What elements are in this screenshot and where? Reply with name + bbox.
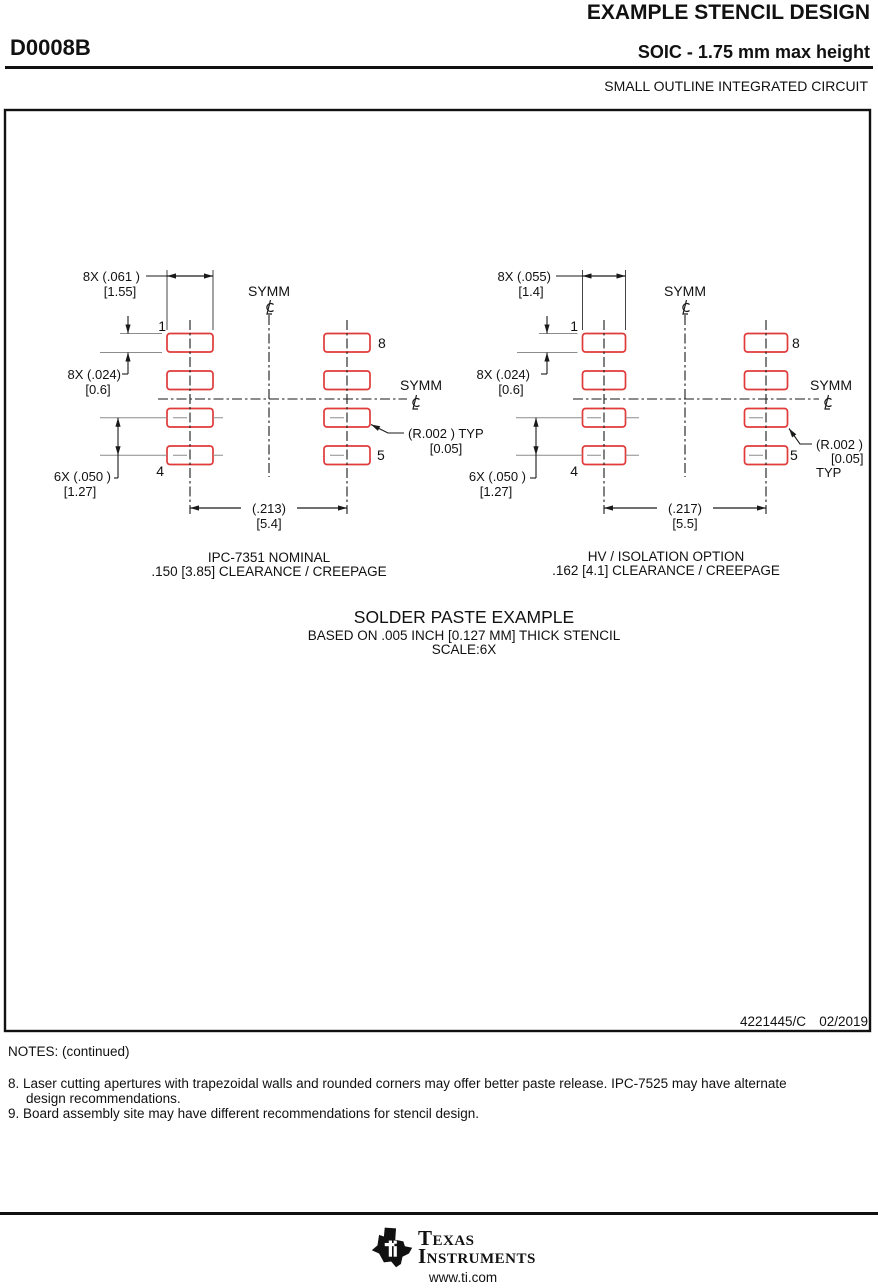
brand-wordmark (418, 1226, 536, 1268)
solder-paste-subtitle: BASED ON .005 INCH [0.127 MM] THICK STENCIL (307, 628, 621, 643)
arrowhead (617, 273, 626, 278)
arrowhead (583, 273, 592, 278)
centerline-symbol (413, 398, 420, 406)
pin-number: 1 (570, 318, 578, 334)
solder-paste-title: SOLDER PASTE EXAMPLE (353, 607, 575, 627)
footer-url: www.ti.com (428, 1270, 498, 1285)
arrowhead (204, 273, 213, 278)
package-category: SMALL OUTLINE INTEGRATED CIRCUIT (604, 78, 868, 94)
dim-radius: (R.002 ) TYP (408, 426, 484, 441)
centerline-symbol (825, 398, 832, 406)
symm-label: SYMM (400, 377, 442, 393)
package-subtitle: SOIC - 1.75 mm max height (637, 42, 870, 62)
pin-number: 4 (570, 463, 578, 479)
pin-number: 1 (158, 318, 166, 334)
arrowhead (115, 446, 120, 455)
dim-pad-width-mm: [1.4] (518, 284, 544, 299)
arrowhead (338, 505, 347, 510)
diagram-caption: .162 [4.1] CLEARANCE / CREEPAGE (552, 563, 780, 578)
symm-label: SYMM (810, 377, 852, 393)
arrowhead (544, 325, 549, 334)
page-title: EXAMPLE STENCIL DESIGN (586, 1, 870, 24)
arrowhead (533, 418, 538, 427)
dim-pitch-mm: [1.27] (479, 484, 513, 499)
centerline-symbol (683, 304, 690, 312)
dim-pad-width: 8X (.055) (497, 269, 551, 284)
arrowhead (125, 353, 130, 362)
dim-pad-height: 8X (.024) (476, 367, 530, 382)
dim-radius-mm: [0.05] (831, 451, 864, 466)
arrowhead (371, 425, 380, 431)
pin-number: 8 (378, 335, 386, 351)
arrowhead (789, 429, 796, 438)
dim-span: (.213) (252, 501, 286, 516)
arrowhead (757, 505, 766, 510)
diagram-caption: .150 [3.85] CLEARANCE / CREEPAGE (151, 564, 387, 579)
dim-pitch-mm: [1.27] (63, 484, 97, 499)
arrowhead (544, 353, 549, 362)
dim-pitch: 6X (.050 ) (53, 469, 111, 484)
solder-paste-scale: SCALE:6X (431, 642, 497, 657)
notes-heading: NOTES: (continued) (8, 1044, 130, 1059)
note-text: 9. Board assembly site may have different recommendations for stencil design. (8, 1106, 479, 1121)
dim-pitch: 6X (.050 ) (468, 469, 526, 484)
arrowhead (167, 273, 176, 278)
dim-radius: (R.002 ) (816, 437, 863, 452)
arrowhead (190, 505, 199, 510)
dim-radius-typ: TYP (816, 465, 842, 480)
footer-rule (0, 1212, 878, 1215)
dim-span: (.217) (668, 501, 702, 516)
notes-list (8, 1076, 853, 1121)
pin-number: 5 (377, 447, 385, 463)
note-text-continued: design recommendations. (26, 1091, 181, 1106)
pin-number: 4 (156, 463, 164, 479)
diagram-caption: IPC-7351 NOMINAL (207, 550, 331, 565)
dim-span-mm: [5.4] (256, 516, 282, 531)
doc-number: 4221445/C (739, 1014, 806, 1029)
dim-radius-mm: [0.05] (429, 441, 463, 456)
ti-logo-icon (371, 1225, 413, 1269)
part-number: D0008B (10, 35, 91, 60)
pin-number: 8 (792, 335, 800, 351)
symm-label: SYMM (664, 283, 706, 299)
doc-date: 02/2019 (819, 1014, 868, 1029)
centerline-symbol (267, 304, 274, 312)
dim-pad-height-mm: [0.6] (498, 382, 524, 397)
dim-pad-width: 8X (.061 ) (82, 269, 140, 284)
pin-number: 5 (790, 447, 798, 463)
arrowhead (533, 446, 538, 455)
note-item (8, 1076, 853, 1106)
arrowhead (125, 325, 130, 334)
brand-instruments: Instruments (418, 1244, 536, 1268)
brand-texas: Texas (418, 1226, 475, 1250)
dim-pad-height: 8X (.024) (67, 367, 121, 382)
note-item (8, 1106, 853, 1121)
note-text: 8. Laser cutting apertures with trapezoidal walls and rounded corners may offer better paste release. IPC-7525 may have alternate (8, 1076, 787, 1091)
arrowhead (115, 418, 120, 427)
arrowhead (604, 505, 613, 510)
dim-span-mm: [5.5] (672, 516, 698, 531)
diagram-caption: HV / ISOLATION OPTION (587, 549, 745, 564)
symm-label: SYMM (248, 283, 290, 299)
dim-pad-width-mm: [1.55] (103, 284, 137, 299)
dim-pad-height-mm: [0.6] (85, 382, 111, 397)
